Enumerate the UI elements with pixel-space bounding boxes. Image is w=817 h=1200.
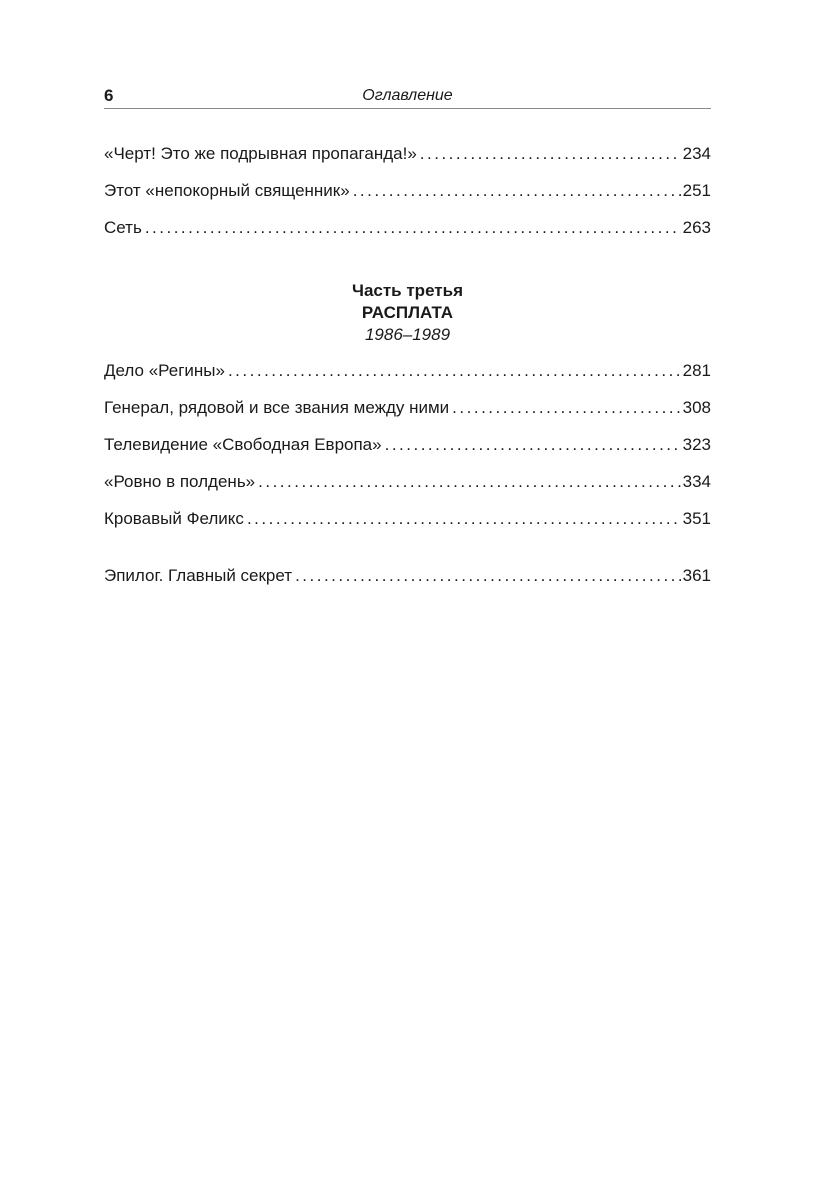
running-head	[104, 86, 711, 109]
toc-dot-leader	[452, 397, 680, 419]
toc-entry-title: Эпилог. Главный секрет	[104, 566, 293, 585]
toc-entry-title: Кровавый Феликс	[104, 509, 244, 528]
toc-entry[interactable]	[104, 508, 711, 545]
toc-entry-title: Генерал, рядовой и все звания между ними	[104, 398, 450, 417]
toc-list-epilogue	[104, 565, 711, 602]
part-years: 1986–1989	[364, 325, 451, 344]
toc-entry-page: 323	[682, 435, 711, 454]
running-title: Оглавление	[362, 87, 453, 104]
toc-entry[interactable]	[104, 471, 711, 508]
toc-entry-title: Сеть	[104, 218, 142, 237]
toc-entry-title: «Черт! Это же подрывная пропаганда!»	[104, 144, 417, 163]
toc-dot-leader	[258, 471, 680, 493]
toc-entry-page: 234	[682, 144, 711, 163]
toc-list-part-three	[104, 360, 711, 545]
toc-entry-page: 334	[682, 472, 711, 491]
toc-dot-leader	[247, 508, 681, 530]
part-three-header	[104, 280, 711, 346]
toc-entry-title: Этот «непокорный священник»	[104, 181, 350, 200]
toc-dot-leader	[385, 434, 681, 456]
toc-entry-title: Телевидение «Свободная Европа»	[104, 435, 382, 454]
toc-entry[interactable]	[104, 143, 711, 180]
toc-dot-leader	[420, 143, 681, 165]
page-number: 6	[104, 86, 114, 105]
toc-entry-page: 361	[682, 566, 711, 585]
toc-entry-page: 351	[682, 509, 711, 528]
toc-dot-leader	[353, 180, 681, 202]
toc-entry-title: Дело «Регины»	[104, 361, 225, 380]
toc-entry-page: 281	[682, 361, 711, 380]
part-title: РАСПЛАТА	[361, 303, 454, 322]
toc-entry[interactable]	[104, 360, 711, 397]
toc-entry-epilogue[interactable]	[104, 565, 711, 602]
toc-entry-title: «Ровно в полдень»	[104, 472, 256, 491]
toc-dot-leader	[228, 360, 681, 382]
toc-dot-leader	[145, 217, 681, 239]
toc-entry-page: 308	[682, 398, 711, 417]
part-label: Часть третья	[352, 281, 463, 300]
book-page	[104, 86, 711, 602]
toc-list-part-two	[104, 143, 711, 254]
toc-entry[interactable]	[104, 397, 711, 434]
toc-entry[interactable]	[104, 217, 711, 254]
toc-entry[interactable]	[104, 180, 711, 217]
toc-dot-leader	[295, 565, 681, 587]
toc-entry[interactable]	[104, 434, 711, 471]
toc-entry-page: 263	[682, 218, 711, 237]
toc-entry-page: 251	[682, 181, 711, 200]
